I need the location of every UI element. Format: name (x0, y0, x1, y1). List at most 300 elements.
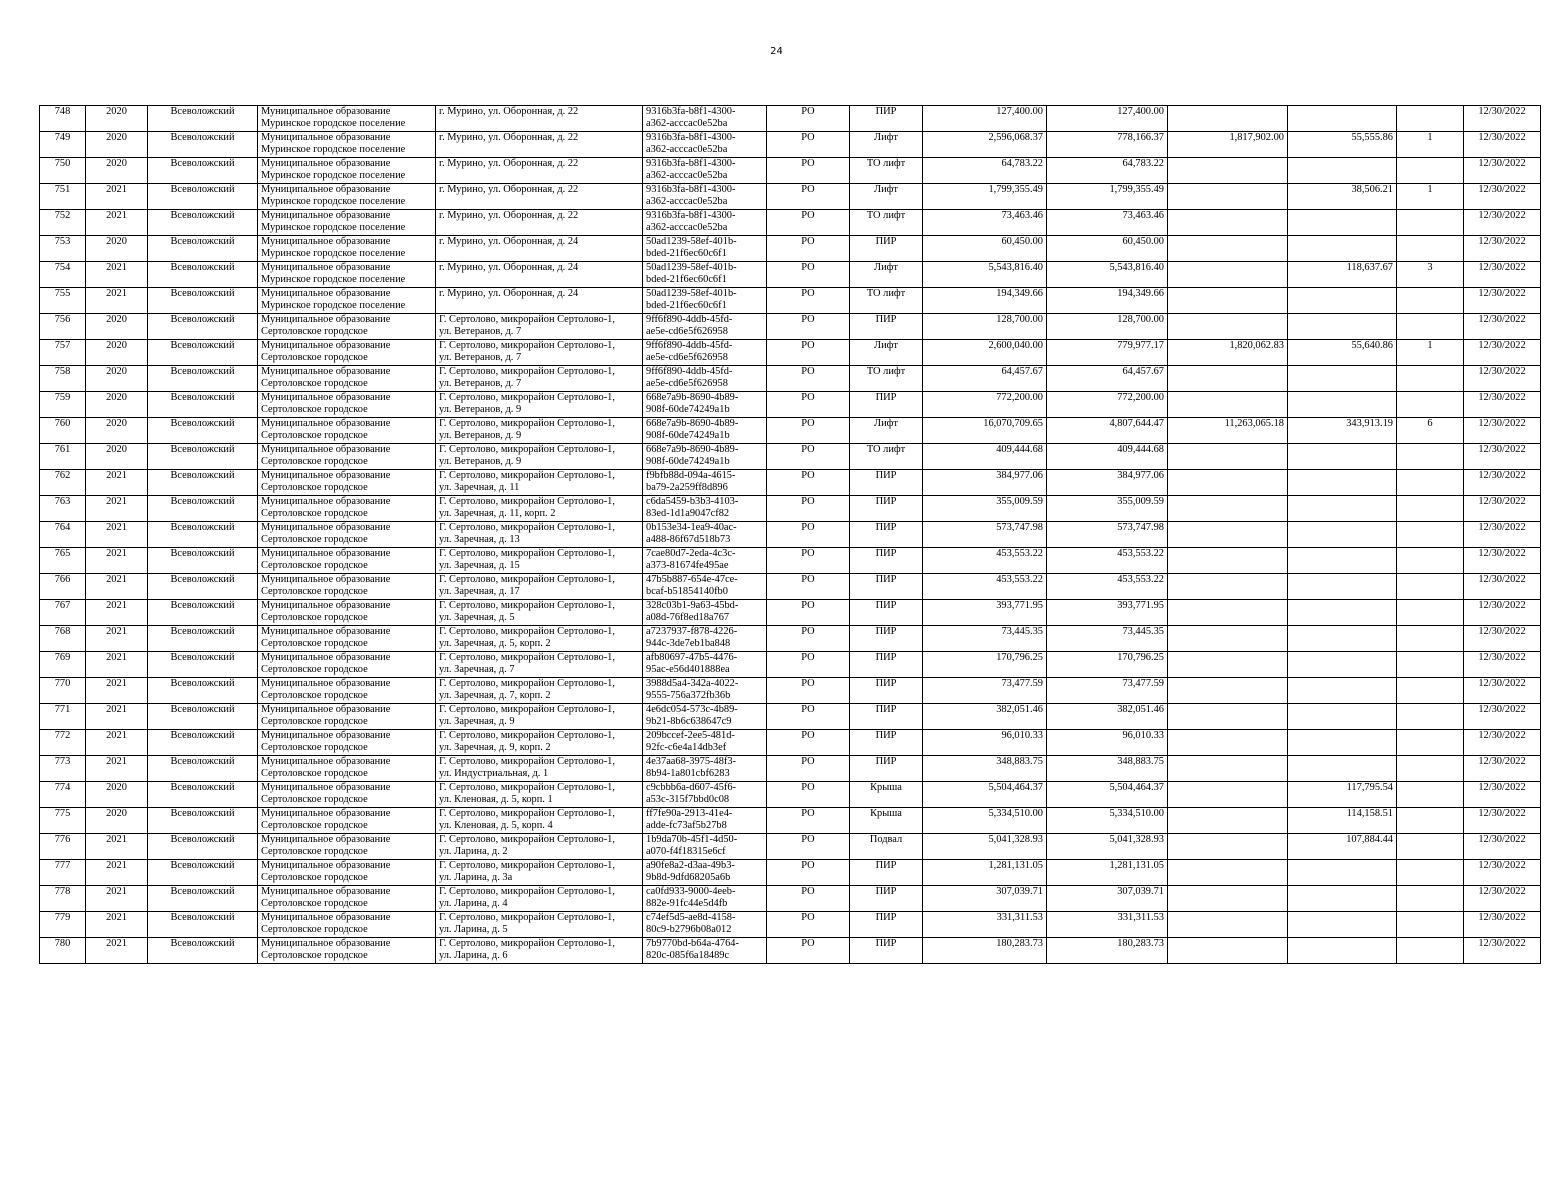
table-row (40, 496, 1541, 522)
table-row (40, 132, 1541, 158)
guid-line: bded-21f6ec60c6f1 (646, 248, 727, 260)
extra-amount-cell: 117,795.54 (1288, 782, 1397, 808)
district-cell: Всеволожский (148, 756, 258, 782)
year-cell: 2021 (86, 704, 148, 730)
quantity-cell: 1 (1397, 184, 1464, 210)
municipality-cell (258, 678, 436, 704)
address-line: г. Мурино, ул. Оборонная, д. 22 (439, 210, 579, 221)
subsidy-amount-cell (1168, 106, 1288, 132)
ro-cell: РО (767, 626, 850, 652)
address-line: г. Мурино, ул. Оборонная, д. 24 (439, 236, 579, 247)
work-type-cell: ПИР (850, 860, 923, 886)
guid-cell (643, 418, 767, 444)
quantity-cell (1397, 756, 1464, 782)
municipality-line: Муниципальное образование (261, 782, 391, 793)
date-cell: 12/30/2022 (1464, 548, 1541, 574)
date-cell: 12/30/2022 (1464, 626, 1541, 652)
fund-amount-cell: 307,039.71 (1047, 886, 1168, 912)
fund-amount-cell: 355,009.59 (1047, 496, 1168, 522)
quantity-cell (1397, 496, 1464, 522)
year-cell: 2021 (86, 548, 148, 574)
address-cell (436, 366, 643, 392)
quantity-cell (1397, 314, 1464, 340)
guid-cell (643, 444, 767, 470)
address-cell (436, 626, 643, 652)
municipality-line: Сертоловское городское (261, 352, 368, 364)
guid-cell (643, 106, 767, 132)
table-row (40, 184, 1541, 210)
work-type-cell: ТО лифт (850, 158, 923, 184)
row-number-cell: 748 (40, 106, 86, 132)
guid-line: 668e7a9b-8690-4b89- (646, 418, 739, 429)
municipality-line: Сертоловское городское (261, 560, 368, 572)
municipality-line: Муниципальное образование (261, 600, 391, 611)
municipality-cell (258, 600, 436, 626)
district-cell: Всеволожский (148, 808, 258, 834)
work-type-cell: ТО лифт (850, 366, 923, 392)
subsidy-amount-cell (1168, 808, 1288, 834)
district-cell: Всеволожский (148, 522, 258, 548)
table-row (40, 704, 1541, 730)
table-row (40, 782, 1541, 808)
municipality-cell (258, 860, 436, 886)
address-cell (436, 392, 643, 418)
total-cost-cell: 60,450.00 (923, 236, 1047, 262)
total-cost-cell: 128,700.00 (923, 314, 1047, 340)
fund-amount-cell: 779,977.17 (1047, 340, 1168, 366)
fund-amount-cell: 96,010.33 (1047, 730, 1168, 756)
municipality-line: Муниципальное образование (261, 262, 391, 273)
ro-cell: РО (767, 444, 850, 470)
extra-amount-cell (1288, 756, 1397, 782)
guid-line: 83ed-1d1a9047cf82 (646, 508, 730, 520)
guid-line: f9bfb88d-094a-4615- (646, 470, 736, 481)
municipality-line: Муниципальное образование (261, 158, 391, 169)
extra-amount-cell (1288, 548, 1397, 574)
subsidy-amount-cell (1168, 756, 1288, 782)
fund-amount-cell: 382,051.46 (1047, 704, 1168, 730)
guid-line: 7b9770bd-b64a-4764- (646, 938, 739, 949)
extra-amount-cell (1288, 444, 1397, 470)
table-row (40, 262, 1541, 288)
date-cell: 12/30/2022 (1464, 496, 1541, 522)
register-table (39, 105, 1541, 964)
municipality-line: Муниципальное образование (261, 470, 391, 481)
ro-cell: РО (767, 210, 850, 236)
row-number-cell: 767 (40, 600, 86, 626)
page-number: 24 (770, 46, 783, 57)
quantity-cell (1397, 704, 1464, 730)
fund-amount-cell: 170,796.25 (1047, 652, 1168, 678)
municipality-line: Сертоловское городское (261, 690, 368, 702)
address-line: ул. Заречная, д. 13 (439, 534, 520, 546)
district-cell: Всеволожский (148, 288, 258, 314)
address-line: ул. Заречная, д. 17 (439, 586, 520, 598)
municipality-cell (258, 340, 436, 366)
subsidy-amount-cell: 1,817,902.00 (1168, 132, 1288, 158)
table-row (40, 886, 1541, 912)
address-line: ул. Ларина, д. 4 (439, 898, 508, 910)
district-cell: Всеволожский (148, 158, 258, 184)
ro-cell: РО (767, 522, 850, 548)
guid-line: 9ff6f890-4ddb-45fd- (646, 314, 733, 325)
ro-cell: РО (767, 496, 850, 522)
municipality-line: Сертоловское городское (261, 872, 368, 884)
ro-cell: РО (767, 782, 850, 808)
address-line: Г. Сертолово, микрорайон Сертолово-1, (439, 938, 615, 949)
total-cost-cell: 307,039.71 (923, 886, 1047, 912)
ro-cell: РО (767, 704, 850, 730)
address-line: Г. Сертолово, микрорайон Сертолово-1, (439, 522, 615, 533)
district-cell: Всеволожский (148, 496, 258, 522)
row-number-cell: 776 (40, 834, 86, 860)
fund-amount-cell: 1,281,131.05 (1047, 860, 1168, 886)
work-type-cell: ПИР (850, 236, 923, 262)
row-number-cell: 772 (40, 730, 86, 756)
address-line: Г. Сертолово, микрорайон Сертолово-1, (439, 600, 615, 611)
year-cell: 2021 (86, 652, 148, 678)
row-number-cell: 766 (40, 574, 86, 600)
guid-cell (643, 886, 767, 912)
municipality-cell (258, 418, 436, 444)
district-cell: Всеволожский (148, 912, 258, 938)
guid-line: a53c-315f7bbd0c08 (646, 794, 730, 806)
guid-line: 9b21-8b6c638647c9 (646, 716, 732, 728)
guid-line: afb80697-47b5-4476- (646, 652, 738, 663)
district-cell: Всеволожский (148, 392, 258, 418)
municipality-line: Сертоловское городское (261, 456, 368, 468)
fund-amount-cell: 384,977.06 (1047, 470, 1168, 496)
municipality-cell (258, 288, 436, 314)
total-cost-cell: 573,747.98 (923, 522, 1047, 548)
municipality-line: Муниципальное образование (261, 886, 391, 897)
date-cell: 12/30/2022 (1464, 158, 1541, 184)
address-line: Г. Сертолово, микрорайон Сертолово-1, (439, 704, 615, 715)
date-cell: 12/30/2022 (1464, 522, 1541, 548)
municipality-line: Муниципальное образование (261, 912, 391, 923)
municipality-line: Муринское городское поселение (261, 274, 406, 286)
guid-line: a362-acccac0e52ba (646, 222, 728, 234)
municipality-line: Муниципальное образование (261, 184, 391, 195)
quantity-cell: 3 (1397, 262, 1464, 288)
address-line: г. Мурино, ул. Оборонная, д. 22 (439, 106, 579, 117)
guid-line: 50ad1239-58ef-401b- (646, 262, 737, 273)
address-line: ул. Заречная, д. 5, корп. 2 (439, 638, 551, 650)
municipality-line: Муниципальное образование (261, 340, 391, 351)
municipality-line: Сертоловское городское (261, 508, 368, 520)
address-line: ул. Заречная, д. 5 (439, 612, 515, 624)
row-number-cell: 774 (40, 782, 86, 808)
date-cell: 12/30/2022 (1464, 808, 1541, 834)
subsidy-amount-cell (1168, 548, 1288, 574)
total-cost-cell: 453,553.22 (923, 574, 1047, 600)
district-cell: Всеволожский (148, 730, 258, 756)
ro-cell: РО (767, 808, 850, 834)
date-cell: 12/30/2022 (1464, 132, 1541, 158)
address-cell (436, 730, 643, 756)
guid-line: 9316b3fa-b8f1-4300- (646, 132, 736, 143)
guid-cell (643, 574, 767, 600)
municipality-line: Муниципальное образование (261, 678, 391, 689)
address-cell (436, 444, 643, 470)
guid-line: 9316b3fa-b8f1-4300- (646, 210, 736, 221)
work-type-cell: ПИР (850, 106, 923, 132)
guid-cell (643, 808, 767, 834)
district-cell: Всеволожский (148, 236, 258, 262)
subsidy-amount-cell (1168, 652, 1288, 678)
guid-cell (643, 366, 767, 392)
ro-cell: РО (767, 132, 850, 158)
work-type-cell: ТО лифт (850, 288, 923, 314)
address-cell (436, 470, 643, 496)
address-line: Г. Сертолово, микрорайон Сертолово-1, (439, 366, 615, 377)
date-cell: 12/30/2022 (1464, 600, 1541, 626)
ro-cell: РО (767, 860, 850, 886)
guid-line: 47b5b887-654e-47ce- (646, 574, 738, 585)
work-type-cell: ПИР (850, 886, 923, 912)
address-line: ул. Заречная, д. 7 (439, 664, 515, 676)
quantity-cell (1397, 600, 1464, 626)
fund-amount-cell: 5,543,816.40 (1047, 262, 1168, 288)
guid-line: a362-acccac0e52ba (646, 144, 728, 156)
subsidy-amount-cell (1168, 886, 1288, 912)
quantity-cell: 6 (1397, 418, 1464, 444)
municipality-cell (258, 626, 436, 652)
guid-line: 908f-60de74249a1b (646, 430, 730, 442)
year-cell: 2021 (86, 860, 148, 886)
district-cell: Всеволожский (148, 704, 258, 730)
date-cell: 12/30/2022 (1464, 262, 1541, 288)
address-line: Г. Сертолово, микрорайон Сертолово-1, (439, 782, 615, 793)
work-type-cell: Крыша (850, 808, 923, 834)
fund-amount-cell: 73,477.59 (1047, 678, 1168, 704)
table-row (40, 912, 1541, 938)
municipality-line: Муниципальное образование (261, 366, 391, 377)
municipality-line: Сертоловское городское (261, 664, 368, 676)
quantity-cell (1397, 678, 1464, 704)
address-line: г. Мурино, ул. Оборонная, д. 24 (439, 288, 579, 299)
municipality-line: Муниципальное образование (261, 132, 391, 143)
row-number-cell: 773 (40, 756, 86, 782)
extra-amount-cell (1288, 860, 1397, 886)
district-cell: Всеволожский (148, 132, 258, 158)
total-cost-cell: 73,463.46 (923, 210, 1047, 236)
guid-cell (643, 834, 767, 860)
register-table-body (40, 106, 1541, 964)
year-cell: 2020 (86, 236, 148, 262)
total-cost-cell: 73,445.35 (923, 626, 1047, 652)
subsidy-amount-cell: 1,820,062.83 (1168, 340, 1288, 366)
address-cell (436, 782, 643, 808)
municipality-line: Муринское городское поселение (261, 118, 406, 130)
total-cost-cell: 170,796.25 (923, 652, 1047, 678)
fund-amount-cell: 180,283.73 (1047, 938, 1168, 964)
address-line: Г. Сертолово, микрорайон Сертолово-1, (439, 626, 615, 637)
date-cell: 12/30/2022 (1464, 652, 1541, 678)
ro-cell: РО (767, 652, 850, 678)
municipality-cell (258, 756, 436, 782)
row-number-cell: 755 (40, 288, 86, 314)
quantity-cell (1397, 366, 1464, 392)
municipality-cell (258, 158, 436, 184)
year-cell: 2020 (86, 392, 148, 418)
guid-line: ae5e-cd6e5f626958 (646, 352, 728, 364)
year-cell: 2020 (86, 132, 148, 158)
date-cell: 12/30/2022 (1464, 574, 1541, 600)
work-type-cell: Лифт (850, 132, 923, 158)
guid-line: c6da5459-b3b3-4103- (646, 496, 739, 507)
quantity-cell (1397, 808, 1464, 834)
municipality-line: Муринское городское поселение (261, 196, 406, 208)
quantity-cell (1397, 912, 1464, 938)
total-cost-cell: 64,783.22 (923, 158, 1047, 184)
subsidy-amount-cell (1168, 730, 1288, 756)
subsidy-amount-cell (1168, 860, 1288, 886)
subsidy-amount-cell (1168, 678, 1288, 704)
row-number-cell: 750 (40, 158, 86, 184)
ro-cell: РО (767, 314, 850, 340)
total-cost-cell: 5,543,816.40 (923, 262, 1047, 288)
quantity-cell (1397, 730, 1464, 756)
guid-line: a488-86f67d518b73 (646, 534, 731, 546)
quantity-cell (1397, 834, 1464, 860)
guid-cell (643, 470, 767, 496)
total-cost-cell: 96,010.33 (923, 730, 1047, 756)
municipality-line: Муниципальное образование (261, 808, 391, 819)
subsidy-amount-cell (1168, 600, 1288, 626)
fund-amount-cell: 453,553.22 (1047, 548, 1168, 574)
extra-amount-cell (1288, 210, 1397, 236)
municipality-line: Сертоловское городское (261, 820, 368, 832)
fund-amount-cell: 5,504,464.37 (1047, 782, 1168, 808)
quantity-cell (1397, 392, 1464, 418)
address-line: ул. Кленовая, д. 5, корп. 4 (439, 820, 553, 832)
guid-line: a362-acccac0e52ba (646, 118, 728, 130)
ro-cell: РО (767, 262, 850, 288)
work-type-cell: ПИР (850, 704, 923, 730)
guid-cell (643, 184, 767, 210)
work-type-cell: ПИР (850, 496, 923, 522)
ro-cell: РО (767, 288, 850, 314)
total-cost-cell: 64,457.67 (923, 366, 1047, 392)
address-line: ул. Кленовая, д. 5, корп. 1 (439, 794, 553, 806)
quantity-cell (1397, 548, 1464, 574)
address-line: ул. Ветеранов, д. 7 (439, 326, 522, 338)
guid-cell (643, 340, 767, 366)
table-row (40, 938, 1541, 964)
date-cell: 12/30/2022 (1464, 730, 1541, 756)
fund-amount-cell: 409,444.68 (1047, 444, 1168, 470)
date-cell: 12/30/2022 (1464, 704, 1541, 730)
work-type-cell: ПИР (850, 678, 923, 704)
municipality-cell (258, 210, 436, 236)
guid-line: a7237937-f878-4226- (646, 626, 738, 637)
extra-amount-cell (1288, 600, 1397, 626)
district-cell: Всеволожский (148, 366, 258, 392)
work-type-cell: ПИР (850, 392, 923, 418)
date-cell: 12/30/2022 (1464, 886, 1541, 912)
guid-cell (643, 600, 767, 626)
guid-line: 80c9-b2796b08a012 (646, 924, 732, 936)
municipality-line: Муниципальное образование (261, 730, 391, 741)
district-cell: Всеволожский (148, 418, 258, 444)
municipality-line: Сертоловское городское (261, 404, 368, 416)
subsidy-amount-cell (1168, 470, 1288, 496)
total-cost-cell: 772,200.00 (923, 392, 1047, 418)
subsidy-amount-cell (1168, 704, 1288, 730)
total-cost-cell: 1,281,131.05 (923, 860, 1047, 886)
table-row (40, 626, 1541, 652)
municipality-line: Сертоловское городское (261, 482, 368, 494)
extra-amount-cell: 55,555.86 (1288, 132, 1397, 158)
address-line: ул. Ветеранов, д. 7 (439, 378, 522, 390)
address-line: Г. Сертолово, микрорайон Сертолово-1, (439, 834, 615, 845)
work-type-cell: ПИР (850, 652, 923, 678)
address-line: ул. Заречная, д. 11 (439, 482, 520, 494)
address-line: Г. Сертолово, микрорайон Сертолово-1, (439, 548, 615, 559)
table-row (40, 392, 1541, 418)
municipality-cell (258, 444, 436, 470)
ro-cell: РО (767, 938, 850, 964)
ro-cell: РО (767, 106, 850, 132)
guid-cell (643, 522, 767, 548)
year-cell: 2021 (86, 886, 148, 912)
year-cell: 2020 (86, 418, 148, 444)
work-type-cell: Подвал (850, 834, 923, 860)
year-cell: 2020 (86, 340, 148, 366)
row-number-cell: 757 (40, 340, 86, 366)
extra-amount-cell: 343,913.19 (1288, 418, 1397, 444)
guid-line: ae5e-cd6e5f626958 (646, 378, 728, 390)
row-number-cell: 780 (40, 938, 86, 964)
subsidy-amount-cell (1168, 288, 1288, 314)
municipality-line: Сертоловское городское (261, 716, 368, 728)
work-type-cell: Крыша (850, 782, 923, 808)
municipality-cell (258, 184, 436, 210)
municipality-line: Муринское городское поселение (261, 248, 406, 260)
municipality-line: Сертоловское городское (261, 742, 368, 754)
quantity-cell (1397, 158, 1464, 184)
total-cost-cell: 5,041,328.93 (923, 834, 1047, 860)
municipality-line: Сертоловское городское (261, 898, 368, 910)
work-type-cell: Лифт (850, 262, 923, 288)
extra-amount-cell (1288, 522, 1397, 548)
row-number-cell: 777 (40, 860, 86, 886)
date-cell: 12/30/2022 (1464, 418, 1541, 444)
subsidy-amount-cell (1168, 314, 1288, 340)
address-line: г. Мурино, ул. Оборонная, д. 22 (439, 132, 579, 143)
table-row (40, 730, 1541, 756)
municipality-line: Сертоловское городское (261, 378, 368, 390)
quantity-cell: 1 (1397, 132, 1464, 158)
address-line: Г. Сертолово, микрорайон Сертолово-1, (439, 574, 615, 585)
address-line: Г. Сертолово, микрорайон Сертолово-1, (439, 340, 615, 351)
extra-amount-cell: 118,637.67 (1288, 262, 1397, 288)
date-cell: 12/30/2022 (1464, 288, 1541, 314)
address-line: ул. Индустриальная, д. 1 (439, 768, 549, 780)
address-line: Г. Сертолово, микрорайон Сертолово-1, (439, 496, 615, 507)
address-line: г. Мурино, ул. Оборонная, д. 24 (439, 262, 579, 273)
guid-cell (643, 158, 767, 184)
extra-amount-cell (1288, 392, 1397, 418)
guid-line: 0b153e34-1ea9-40ac- (646, 522, 737, 533)
extra-amount-cell (1288, 730, 1397, 756)
municipality-line: Сертоловское городское (261, 612, 368, 624)
row-number-cell: 765 (40, 548, 86, 574)
extra-amount-cell (1288, 106, 1397, 132)
guid-line: c9cbbb6a-d607-45f6- (646, 782, 737, 793)
quantity-cell: 1 (1397, 340, 1464, 366)
